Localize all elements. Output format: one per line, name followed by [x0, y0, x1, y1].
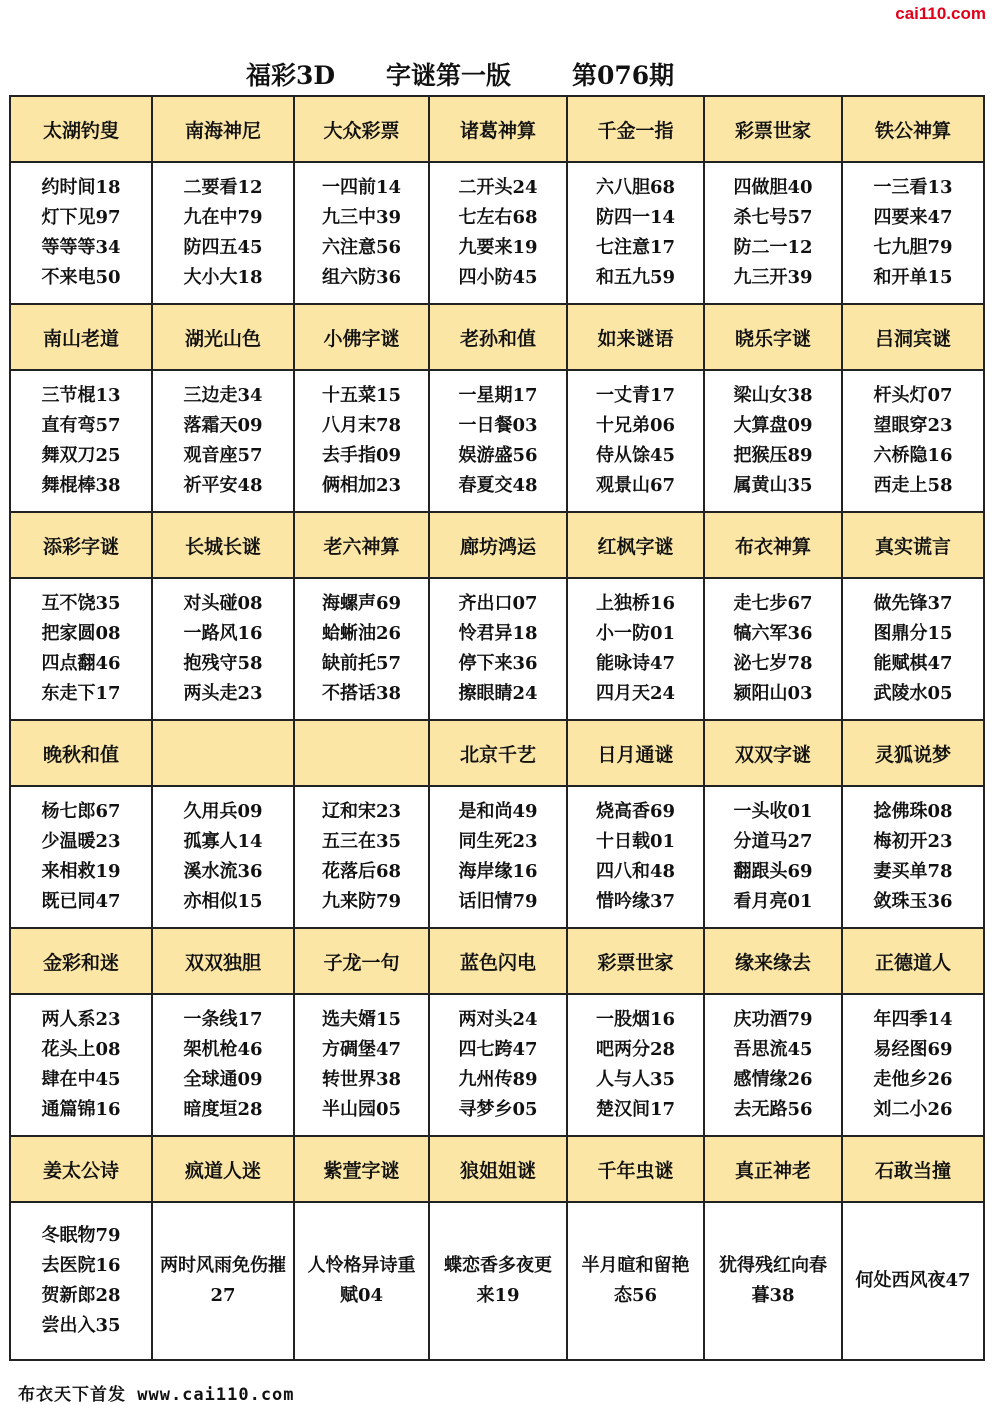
clue-cell: [10, 786, 152, 928]
expert-name: 彩票世家: [567, 928, 704, 994]
clue-line: 是和尚49: [458, 801, 538, 822]
clue-line: 话旧情79: [458, 891, 538, 912]
clue-cell: [567, 786, 704, 928]
clue-row: [10, 578, 984, 720]
clue-line: 走他乡26: [873, 1069, 953, 1090]
clue-line: 防四五45: [183, 237, 263, 258]
expert-name: 铁公神算: [842, 96, 984, 162]
clue-line: 东走下17: [41, 683, 121, 704]
clue-line: 既已同47: [41, 891, 121, 912]
clue-line: 通篇锦16: [41, 1099, 121, 1120]
clue-cell: [567, 994, 704, 1136]
clue-cell: [10, 1202, 152, 1360]
clue-line: 两人系23: [41, 1009, 121, 1030]
clue-line: 三节棍13: [41, 385, 121, 406]
clue-cell: [842, 162, 984, 304]
clue-cell: [567, 578, 704, 720]
clue-line: 翻跟头69: [733, 861, 813, 882]
clue-line: 和开单15: [873, 267, 953, 288]
clue-line: 三边走34: [183, 385, 263, 406]
clue-line: 烧高香69: [595, 801, 676, 822]
clue-cell: [704, 162, 842, 304]
clue-cell: [152, 1202, 294, 1360]
expert-name: 廊坊鸿运: [429, 512, 567, 578]
footer-credit: 布衣天下首发 www.cai110.com: [14, 1380, 299, 1405]
clue-row: [10, 994, 984, 1136]
clue-line: 海螺声69: [321, 593, 402, 614]
clue-line: 祈平安48: [183, 475, 263, 496]
expert-name: 千金一指: [567, 96, 704, 162]
clue-line: 缺前托57: [321, 653, 402, 674]
clue-cell: [10, 994, 152, 1136]
clue-cell: [152, 994, 294, 1136]
expert-name: 北京千艺: [429, 720, 567, 786]
header-row: [10, 720, 984, 786]
clue-line: 蛤蜥油26: [321, 623, 402, 644]
clue-line: 楚汉间17: [595, 1099, 676, 1120]
clue-line: 一路风16: [183, 623, 263, 644]
clue-line: 一股烟16: [595, 1009, 676, 1030]
clue-line: 能咏诗47: [595, 653, 676, 674]
clue-line: 五三在35: [321, 831, 402, 852]
clue-line: 落霜天09: [183, 415, 263, 436]
clue-cell: [152, 370, 294, 512]
clue-line: 杀七号57: [733, 207, 813, 228]
expert-name: 南山老道: [10, 304, 152, 370]
clue-row: [10, 370, 984, 512]
clue-line: 去手指09: [321, 445, 402, 466]
clue-line: 海岸缘16: [458, 861, 538, 882]
clue-line: 四小防45: [458, 267, 538, 288]
riddle-table: [9, 95, 985, 1361]
clue-line: 一日餐03: [458, 415, 538, 436]
clue-line: 防四一14: [595, 207, 676, 228]
expert-name: 南海神尼: [152, 96, 294, 162]
clue-line: 望眼穿23: [873, 415, 953, 436]
clue-line: 四八和48: [595, 861, 676, 882]
clue-line: 六八胆68: [595, 177, 676, 198]
clue-line: 一四前14: [321, 177, 402, 198]
clue-row: [10, 1202, 984, 1360]
clue-line: 梅初开23: [873, 831, 953, 852]
clue-line: 梁山女38: [733, 385, 813, 406]
clue-line: 大小大18: [183, 267, 263, 288]
clue-line: 吾思流45: [733, 1039, 813, 1060]
clue-line: 观景山67: [595, 475, 676, 496]
expert-name: 石敢当撞: [842, 1136, 984, 1202]
clue-cell: [10, 370, 152, 512]
expert-name: 双双字谜: [704, 720, 842, 786]
clue-line: 感情缘26: [733, 1069, 813, 1090]
clue-line: 九来防79: [321, 891, 402, 912]
clue-line: 抱残守58: [183, 653, 263, 674]
clue-line: 六注意56: [321, 237, 402, 258]
clue-line: 图鼎分15: [873, 623, 953, 644]
clue-line: 武陵水05: [873, 683, 953, 704]
clue-cell: [842, 994, 984, 1136]
expert-name: 正德道人: [842, 928, 984, 994]
clue-line: 人与人35: [595, 1069, 676, 1090]
clue-line: 侍从馀45: [595, 445, 676, 466]
expert-name: [152, 720, 294, 786]
clue-line: 九州传89: [458, 1069, 538, 1090]
expert-name: 添彩字谜: [10, 512, 152, 578]
expert-name: 布衣神算: [704, 512, 842, 578]
clue-line: 两时风雨免伤摧27: [160, 1255, 286, 1306]
clue-line: 做先锋37: [873, 593, 953, 614]
clue-line: 来相救19: [41, 861, 121, 882]
edition-name: 字谜第一版: [386, 61, 512, 90]
clue-line: 一星期17: [458, 385, 538, 406]
clue-cell: [429, 370, 567, 512]
clue-line: 同生死23: [458, 831, 538, 852]
clue-line: 齐出口07: [458, 593, 538, 614]
clue-line: 妻买单78: [873, 861, 953, 882]
expert-name: 千年虫谜: [567, 1136, 704, 1202]
clue-cell: [294, 786, 429, 928]
clue-cell: [567, 1202, 704, 1360]
clue-line: 一三看13: [873, 177, 953, 198]
clue-cell: [294, 994, 429, 1136]
expert-name: 湖光山色: [152, 304, 294, 370]
clue-line: 四做胆40: [733, 177, 813, 198]
clue-line: 易经图69: [873, 1039, 953, 1060]
clue-line: 小一防01: [595, 623, 676, 644]
expert-name: 老六神算: [294, 512, 429, 578]
expert-name: 双双独胆: [152, 928, 294, 994]
clue-line: 溪水流36: [183, 861, 263, 882]
clue-line: 庆功酒79: [733, 1009, 813, 1030]
clue-line: 转世界38: [321, 1069, 402, 1090]
clue-line: 能赋棋47: [873, 653, 953, 674]
expert-name: 太湖钓叟: [10, 96, 152, 162]
clue-cell: [842, 786, 984, 928]
clue-cell: [152, 786, 294, 928]
expert-name: 晓乐字谜: [704, 304, 842, 370]
clue-cell: [152, 162, 294, 304]
clue-line: 组六防36: [321, 267, 402, 288]
clue-line: 年四季14: [873, 1009, 953, 1030]
clue-line: 何处西风夜47: [855, 1270, 971, 1291]
clue-line: 互不饶35: [41, 593, 121, 614]
clue-line: 辽和宋23: [321, 801, 402, 822]
clue-line: 尝出入35: [41, 1315, 121, 1336]
clue-line: 九要来19: [458, 237, 538, 258]
clue-line: 大算盘09: [733, 415, 813, 436]
clue-line: 一条线17: [183, 1009, 263, 1030]
clue-line: 全球通09: [183, 1069, 263, 1090]
clue-cell: [10, 578, 152, 720]
clue-line: 娱游盛56: [458, 445, 538, 466]
clue-line: 不来电50: [41, 267, 121, 288]
header-row: [10, 1136, 984, 1202]
expert-name: 小佛字谜: [294, 304, 429, 370]
clue-line: 架机枪46: [183, 1039, 263, 1060]
clue-cell: [294, 370, 429, 512]
clue-cell: [704, 578, 842, 720]
clue-line: 七注意17: [595, 237, 676, 258]
expert-name: 诸葛神算: [429, 96, 567, 162]
clue-cell: [567, 370, 704, 512]
clue-line: 六桥隐16: [873, 445, 953, 466]
clue-line: 分道马27: [733, 831, 813, 852]
clue-line: 去医院16: [41, 1255, 121, 1276]
clue-line: 犹得残红向春暮38: [719, 1255, 827, 1306]
clue-line: 冬眠物79: [41, 1225, 121, 1246]
clue-line: 半山园05: [321, 1099, 402, 1120]
clue-cell: [152, 578, 294, 720]
clue-cell: [429, 1202, 567, 1360]
expert-name: 老孙和值: [429, 304, 567, 370]
expert-name: 真正神老: [704, 1136, 842, 1202]
clue-line: 二要看12: [183, 177, 263, 198]
clue-line: 去无路56: [733, 1099, 813, 1120]
clue-cell: [842, 370, 984, 512]
expert-name: 晚秋和值: [10, 720, 152, 786]
page-title: [0, 56, 900, 92]
clue-line: 吧两分28: [595, 1039, 676, 1060]
clue-line: 两头走23: [183, 683, 263, 704]
clue-line: 和五九59: [595, 267, 676, 288]
clue-line: 寻梦乡05: [458, 1099, 538, 1120]
clue-line: 四点翻46: [41, 653, 121, 674]
clue-line: 直有弯57: [41, 415, 121, 436]
clue-line: 犒六军36: [733, 623, 813, 644]
lottery-name: 福彩3D: [246, 61, 336, 90]
clue-line: 半月暄和留艳态56: [581, 1255, 690, 1306]
clue-line: 看月亮01: [733, 891, 813, 912]
clue-line: 十兄弟06: [595, 415, 676, 436]
clue-cell: [567, 162, 704, 304]
expert-name: 狼姐姐谜: [429, 1136, 567, 1202]
clue-line: 七左右68: [458, 207, 538, 228]
clue-cell: [429, 578, 567, 720]
clue-line: 俩相加23: [321, 475, 402, 496]
clue-line: 九三中39: [321, 207, 402, 228]
expert-name: 长城长谜: [152, 512, 294, 578]
clue-line: 一头收01: [733, 801, 813, 822]
expert-name: 姜太公诗: [10, 1136, 152, 1202]
clue-cell: [704, 370, 842, 512]
clue-line: 二开头24: [458, 177, 538, 198]
clue-line: 观音座57: [183, 445, 263, 466]
clue-cell: [704, 786, 842, 928]
clue-line: 杆头灯07: [873, 385, 953, 406]
clue-line: 约时间18: [41, 177, 121, 198]
expert-name: 蓝色闪电: [429, 928, 567, 994]
expert-name: 如来谜语: [567, 304, 704, 370]
clue-line: 两对头24: [458, 1009, 538, 1030]
expert-name: 缘来缘去: [704, 928, 842, 994]
clue-line: 四七跨47: [458, 1039, 538, 1060]
clue-line: 少温暖23: [41, 831, 121, 852]
header-row: [10, 304, 984, 370]
expert-name: 灵狐说梦: [842, 720, 984, 786]
clue-row: [10, 162, 984, 304]
clue-line: 刘二小26: [873, 1099, 953, 1120]
clue-line: 一丈青17: [595, 385, 676, 406]
clue-line: 擦眼睛24: [458, 683, 538, 704]
clue-line: 九在中79: [183, 207, 263, 228]
header-row: [10, 512, 984, 578]
clue-line: 西走上58: [873, 475, 953, 496]
clue-cell: [294, 1202, 429, 1360]
clue-line: 四月天24: [595, 683, 676, 704]
clue-cell: [842, 1202, 984, 1360]
clue-line: 上独桥16: [595, 593, 676, 614]
clue-line: 舞双刀25: [41, 445, 121, 466]
header-row: [10, 928, 984, 994]
clue-line: 孤寡人14: [183, 831, 263, 852]
expert-name: 吕洞宾谜: [842, 304, 984, 370]
clue-line: 等等等34: [41, 237, 121, 258]
clue-line: 蝶恋香多夜更来19: [444, 1255, 552, 1306]
clue-line: 选夫婿15: [321, 1009, 402, 1030]
expert-name: 彩票世家: [704, 96, 842, 162]
clue-line: 方碉堡47: [321, 1039, 402, 1060]
clue-line: 久用兵09: [183, 801, 263, 822]
clue-cell: [704, 994, 842, 1136]
clue-line: 暗度垣28: [183, 1099, 263, 1120]
clue-line: 四要来47: [873, 207, 953, 228]
site-watermark: cai110.com: [895, 4, 986, 23]
clue-cell: [429, 162, 567, 304]
clue-line: 停下来36: [458, 653, 538, 674]
clue-line: 敛珠玉36: [873, 891, 953, 912]
issue-number: 第076期: [572, 61, 675, 90]
clue-line: 花落后68: [321, 861, 402, 882]
clue-line: 亦相似15: [183, 891, 263, 912]
clue-line: 灯下见97: [41, 207, 121, 228]
clue-cell: [429, 786, 567, 928]
clue-line: 人怜格异诗重赋04: [307, 1255, 416, 1306]
clue-line: 泌七岁78: [733, 653, 813, 674]
clue-line: 捻佛珠08: [873, 801, 953, 822]
clue-line: 八月末78: [321, 415, 402, 436]
clue-line: 贺新郎28: [41, 1285, 121, 1306]
expert-name: 金彩和迷: [10, 928, 152, 994]
clue-line: 把猴压89: [733, 445, 813, 466]
clue-cell: [10, 162, 152, 304]
clue-line: 杨七郎67: [41, 801, 121, 822]
clue-cell: [429, 994, 567, 1136]
clue-cell: [294, 162, 429, 304]
clue-line: 颍阳山03: [733, 683, 813, 704]
clue-line: 九三开39: [733, 267, 813, 288]
clue-line: 十五菜15: [321, 385, 402, 406]
clue-line: 把家圆08: [41, 623, 121, 644]
clue-cell: [704, 1202, 842, 1360]
clue-line: 防二一12: [733, 237, 813, 258]
clue-row: [10, 786, 984, 928]
clue-cell: [842, 578, 984, 720]
expert-name: [294, 720, 429, 786]
clue-cell: [294, 578, 429, 720]
header-row: [10, 96, 984, 162]
clue-line: 怜君异18: [458, 623, 538, 644]
expert-name: 紫萱字谜: [294, 1136, 429, 1202]
clue-line: 对头碰08: [183, 593, 263, 614]
clue-line: 春夏交48: [458, 475, 538, 496]
clue-line: 惜吟缘37: [595, 891, 676, 912]
expert-name: 日月通谜: [567, 720, 704, 786]
clue-line: 十日载01: [595, 831, 676, 852]
clue-line: 不搭话38: [321, 683, 402, 704]
clue-line: 舞棍棒38: [41, 475, 121, 496]
clue-line: 走七步67: [733, 593, 813, 614]
clue-line: 属黄山35: [733, 475, 813, 496]
clue-line: 七九胆79: [873, 237, 953, 258]
expert-name: 子龙一句: [294, 928, 429, 994]
expert-name: 疯道人迷: [152, 1136, 294, 1202]
expert-name: 红枫字谜: [567, 512, 704, 578]
clue-line: 花头上08: [41, 1039, 121, 1060]
expert-name: 大众彩票: [294, 96, 429, 162]
clue-line: 肆在中45: [41, 1069, 121, 1090]
expert-name: 真实谎言: [842, 512, 984, 578]
